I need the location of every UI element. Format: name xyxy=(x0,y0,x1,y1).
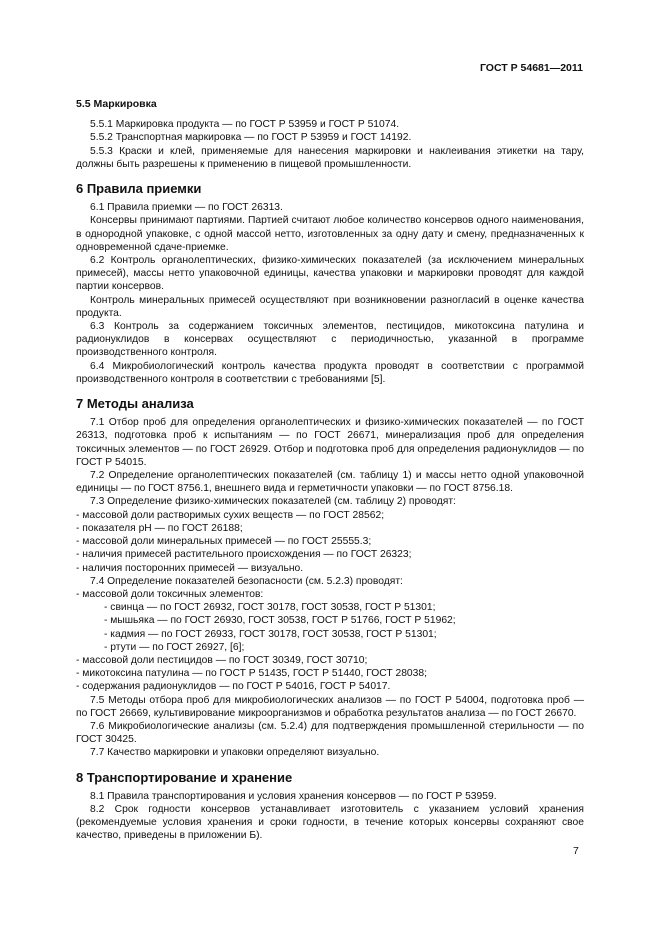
document-body xyxy=(76,92,584,843)
paragraph: 5.5.3 Краски и клей, применяемые для нанесения маркировки и наклеивания этикетки на тару, должны быть разрешены к применению в пищевой промышленности. xyxy=(76,145,584,170)
list-item: - массовой доли токсичных элементов: xyxy=(76,588,264,600)
paragraph: 8.2 Срок годности консервов устанавливает изготовитель с указанием условий хранения (рекомендуемые условия хранения и сроки годности, в течение которых консервы сохраняют свое качество, приведены в приложении Б). xyxy=(76,803,584,842)
list-subitem: - мышьяка — по ГОСТ 26930, ГОСТ 30538, ГОСТ Р 51766, ГОСТ Р 51962; xyxy=(104,615,456,627)
list-item: - показателя рН — по ГОСТ 26188; xyxy=(76,522,243,534)
paragraph: 6.2 Контроль органолептических, физико-химических показателей (за исключением минеральных примесей), массы нетто упаковочной единицы, качества упаковки и маркировки проводят для каждой партии консервов. xyxy=(76,255,584,293)
paragraph: 7.4 Определение показателей безопасности (см. 5.2.3) проводят: xyxy=(90,575,403,587)
list-item: - массовой доли минеральных примесей — по ГОСТ 25555.3; xyxy=(76,536,372,548)
paragraph: 6.3 Контроль за содержанием токсичных элементов, пестицидов, микотоксина патулина и радионуклидов в консервах осуществляют с периодичностью, указанной в программе производственного контроля. xyxy=(76,321,584,359)
paragraph: 7.3 Определение физико-химических показателей (см. таблицу 2) проводят: xyxy=(90,496,456,508)
paragraph: 7.2 Определение органолептических показателей (см. таблицу 1) и массы нетто одной упаковочной единицы — по ГОСТ 8756.1, внешнего вида и герметичности упаковки — по ГОСТ 8756.18. xyxy=(76,470,584,495)
list-subitem: - кадмия — по ГОСТ 26933, ГОСТ 30178, ГОСТ 30538, ГОСТ Р 51301; xyxy=(104,628,437,640)
list-item: - содержания радионуклидов — по ГОСТ Р 54016, ГОСТ Р 54017. xyxy=(76,681,391,693)
paragraph: 8.1 Правила транспортирования и условия хранения консервов — по ГОСТ Р 53959. xyxy=(90,790,497,802)
paragraph: 7.6 Микробиологические анализы (см. 5.2.4) для подтверждения промышленной стерильности — по ГОСТ 30425. xyxy=(76,720,584,746)
paragraph: 7.5 Методы отбора проб для микробиологических анализов — по ГОСТ Р 54004, подготовка проб — по ГОСТ 26669, культивирование микроорганизмов и обработка результатов анализа — по ГОСТ 26670. xyxy=(76,694,584,719)
list-item: - микотоксина патулина — по ГОСТ Р 51435, ГОСТ Р 51440, ГОСТ 28038; xyxy=(76,668,427,680)
list-subitem: - свинца — по ГОСТ 26932, ГОСТ 30178, ГОСТ 30538, ГОСТ Р 51301; xyxy=(104,602,436,614)
paragraph: 5.5.2 Транспортная маркировка — по ГОСТ Р 53959 и ГОСТ 14192. xyxy=(90,132,412,144)
list-item: - наличия примесей растительного происхождения — по ГОСТ 26323; xyxy=(76,549,412,561)
paragraph: 6.1 Правила приемки — по ГОСТ 26313. xyxy=(90,202,283,214)
list-item: - наличия посторонних примесей — визуально. xyxy=(76,562,304,574)
list-item: - массовой доли пестицидов — по ГОСТ 30349, ГОСТ 30710; xyxy=(76,654,368,666)
list-subitem: - ртути — по ГОСТ 26927, [6]; xyxy=(104,641,245,653)
section-8-title: 8 Транспортирование и хранение xyxy=(76,769,293,785)
section-5-5-title: 5.5 Маркировка xyxy=(76,98,157,110)
paragraph: 7.1 Отбор проб для определения органолептических и физико-химических показателей — по ГОСТ 26313, подготовка проб к испытаниям — по ГОСТ 26671, минерализация проб для определения токсичных элементов — по ГОСТ 26929. Отбор и подготовка проб для определения радионуклидов — по ГОСТ Р 54015. xyxy=(76,417,584,468)
paragraph: Консервы принимают партиями. Партией считают любое количество консервов одного наименования, в однородной упаковке, с одной массой нетто, изготовленных за одну дату и смену, предназначенных к одновременной сдаче-приемке. xyxy=(76,215,584,253)
section-6-title: 6 Правила приемки xyxy=(76,181,202,197)
paragraph: 6.4 Микробиологический контроль качества продукта проводят в соответствии с программой производственного контроля в соответствии с требованиями [5]. xyxy=(76,360,584,385)
document-code: ГОСТ Р 54681—2011 xyxy=(479,62,583,74)
paragraph: 7.7 Качество маркировки и упаковки определяют визуально. xyxy=(90,747,380,759)
section-7-title: 7 Методы анализа xyxy=(76,396,194,412)
list-item: - массовой доли растворимых сухих веществ — по ГОСТ 28562; xyxy=(76,509,385,521)
page-number: 7 xyxy=(573,845,579,857)
paragraph: Контроль минеральных примесей осуществляют при возникновении разногласий в оценке качества продукта. xyxy=(76,294,584,319)
paragraph: 5.5.1 Маркировка продукта — по ГОСТ Р 53959 и ГОСТ Р 51074. xyxy=(90,119,400,131)
